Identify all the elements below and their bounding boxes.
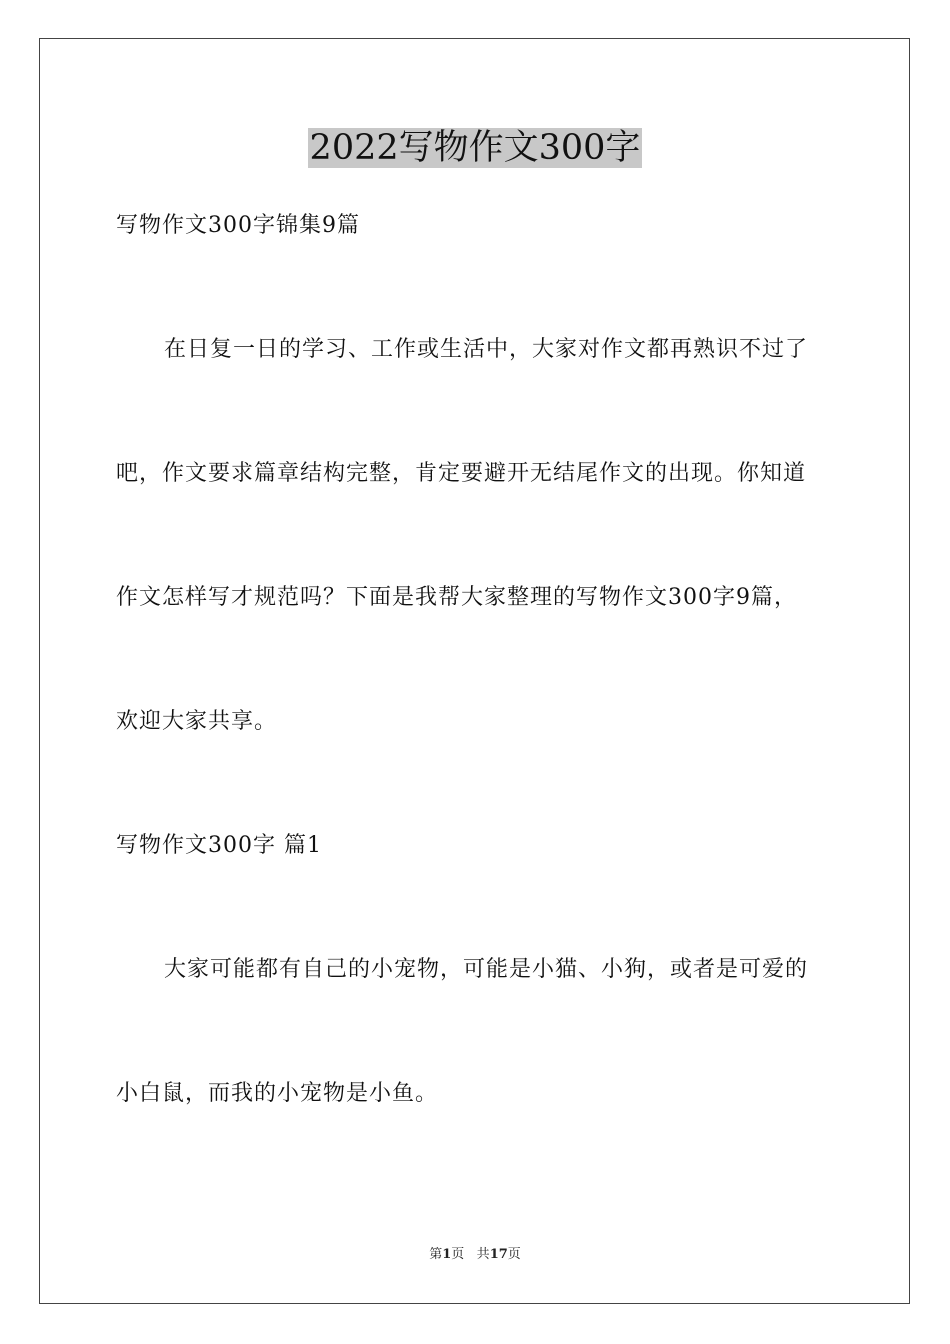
footer-page-prefix: 第: [429, 1247, 443, 1262]
intro-line-1: 在日复一日的学习、工作或生活中，大家对作文都再熟识不过了: [164, 337, 809, 362]
footer-total-prefix: 共: [476, 1247, 490, 1262]
page-footer: [0, 1246, 950, 1264]
footer-page-suffix: 页: [451, 1247, 465, 1262]
document-title-text: 2022写物作文300字: [309, 128, 641, 168]
footer-total-suffix: 页: [507, 1247, 521, 1262]
footer-page-number: 1: [442, 1247, 452, 1262]
footer-total-pages: 17: [489, 1247, 508, 1262]
subtitle: 写物作文300字锦集9篇: [116, 213, 360, 238]
section-line-2: 小白鼠，而我的小宠物是小鱼。: [116, 1081, 439, 1106]
intro-line-4: 欢迎大家共享。: [116, 709, 278, 734]
intro-line-3: 作文怎样写才规范吗？下面是我帮大家整理的写物作文300字9篇，: [116, 585, 797, 610]
intro-line-2: 吧，作文要求篇章结构完整，肯定要避开无结尾作文的出现。你知道: [116, 461, 807, 486]
section-heading: 写物作文300字 篇1: [116, 833, 322, 858]
document-title: [0, 124, 950, 172]
section-line-1: 大家可能都有自己的小宠物，可能是小猫、小狗，或者是可爱的: [164, 957, 809, 982]
